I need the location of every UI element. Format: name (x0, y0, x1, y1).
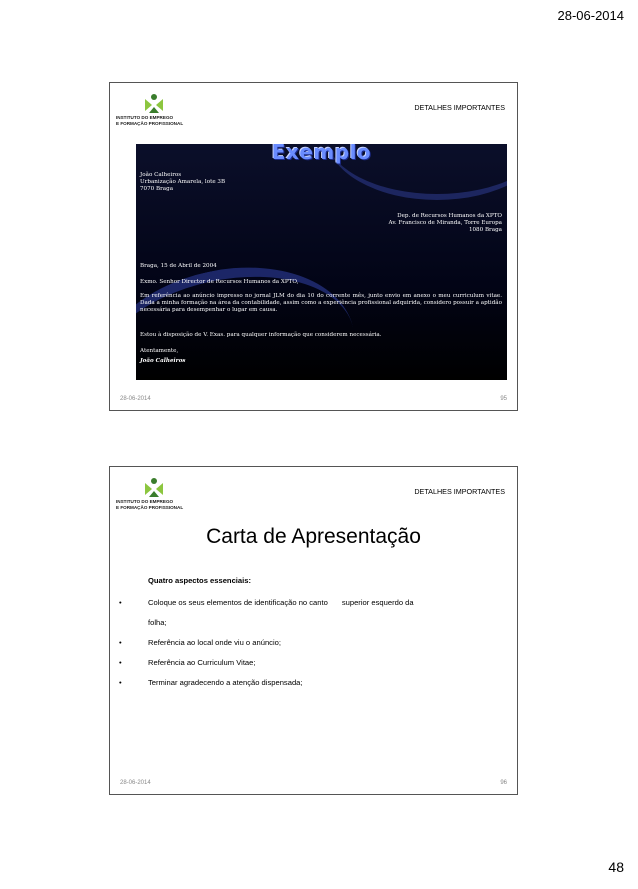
list-item: • Referência ao local onde viu o anúncio; (119, 638, 281, 647)
farewell: Atentamente, (140, 348, 179, 354)
iefp-logo-icon (142, 477, 166, 499)
slide-96 (109, 466, 518, 795)
iefp-logo (116, 93, 196, 131)
page-date: 28-06-2014 (557, 8, 624, 23)
list-item: • Referência ao Curriculum Vitae; (119, 658, 256, 667)
list-item: • Terminar agradecendo a atenção dispensada; (119, 678, 303, 687)
section-title: DETALHES IMPORTANTES (414, 487, 505, 496)
slide-title: Carta de Apresentação (206, 525, 421, 548)
iefp-logo (116, 477, 196, 515)
letter-closing: Estou à disposição de V. Exas. para qualquer informação que considerem necessária. (140, 332, 382, 338)
logo-text: INSTITUTO DO EMPREGO E FORMAÇÃO PROFISSIONAL (116, 499, 184, 510)
iefp-logo-icon (142, 93, 166, 115)
recipient-block: Dep. de Recursos Humanos da XPTO Av. Francisco de Miranda, Torre Europa 1080 Braga (388, 213, 502, 234)
section-title: DETALHES IMPORTANTES (414, 103, 505, 112)
list-item: folha; (148, 618, 167, 627)
slide-footer-number: 95 (500, 396, 507, 402)
letter-date: Braga, 15 de Abril de 2004 (140, 263, 217, 269)
sender-block: João Calheiros Urbanização Amarela, lote 3B 7070 Braga (140, 172, 226, 193)
example-letter (136, 144, 507, 380)
signature: João Calheiros (140, 358, 186, 364)
letter-body: Em referência ao anúncio impresso no jornal JLM do dia 10 do corrente mês, junto envio em anexo o meu curriculum vitae. Dada a minha formação na área da contabilidade, assim como a experiência profissional adquirida, considero possuir a aptidão necessária para desempenhar o lugar em causa. (140, 293, 502, 314)
bullet-list (119, 593, 509, 693)
logo-text: INSTITUTO DO EMPREGO E FORMAÇÃO PROFISSIONAL (116, 115, 184, 126)
slide-95 (109, 82, 518, 411)
slide-footer-number: 96 (500, 780, 507, 786)
slide-footer-date: 28-06-2014 (120, 780, 151, 786)
salutation: Exmo. Senhor Director de Recursos Humanos da XPTO, (140, 279, 299, 285)
slide-footer-date: 28-06-2014 (120, 396, 151, 402)
list-item: • Coloque os seus elementos de identificação no canto superior esquerdo da (119, 598, 414, 607)
page-number: 48 (608, 859, 624, 875)
intro-text: Quatro aspectos essenciais: (148, 576, 251, 585)
example-title: Exemplo (271, 144, 372, 164)
